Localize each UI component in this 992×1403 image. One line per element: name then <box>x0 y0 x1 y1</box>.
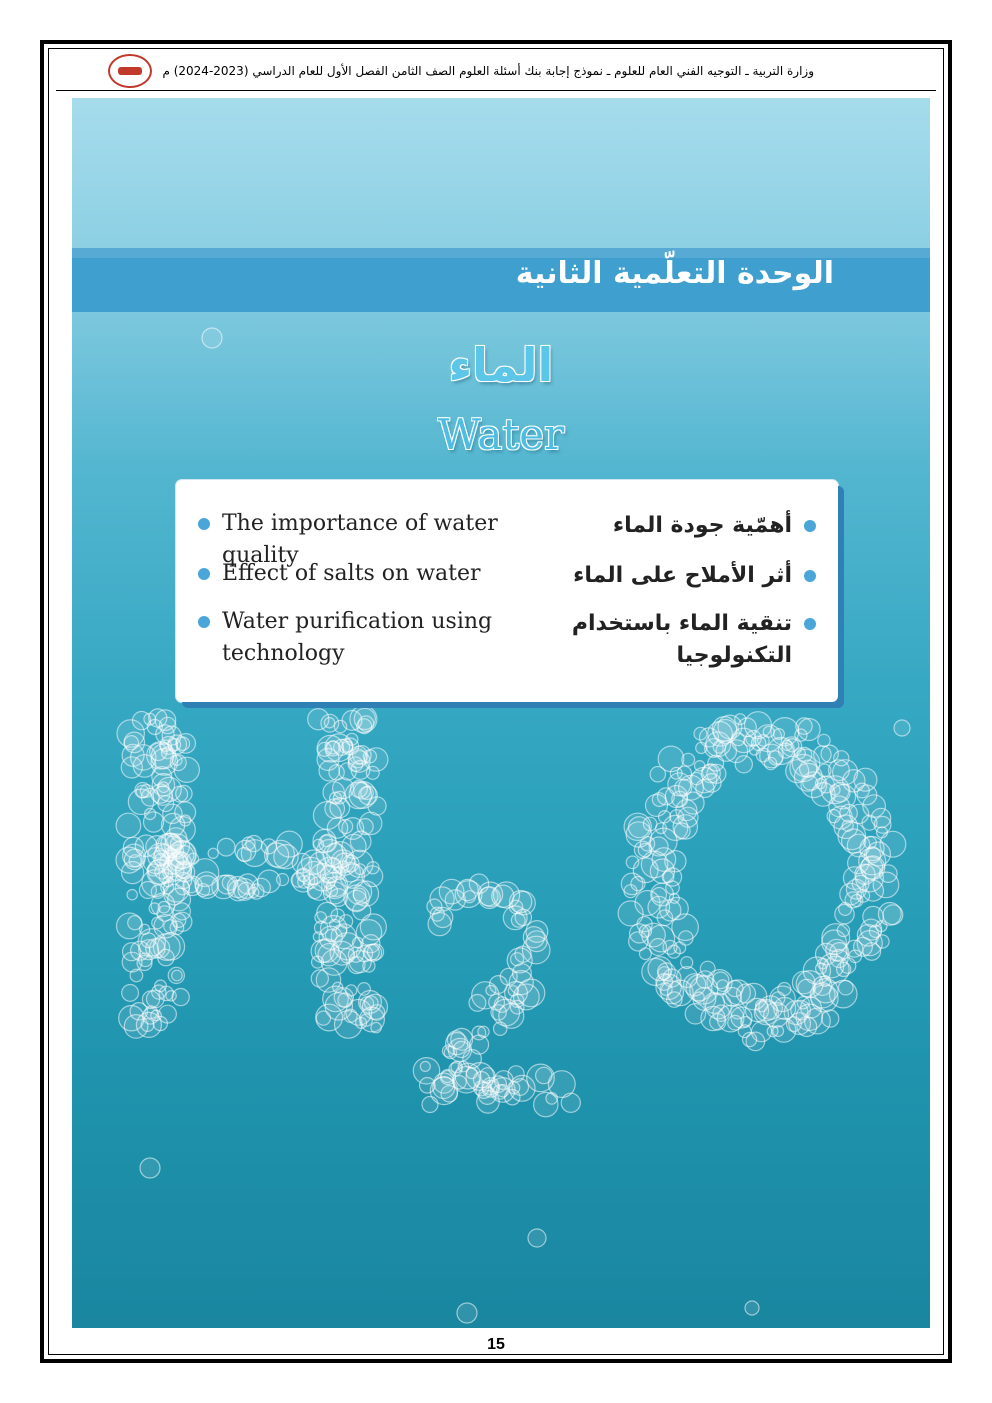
bubble <box>363 960 375 972</box>
page-number: 15 <box>487 1336 505 1353</box>
bubble <box>883 905 903 925</box>
bubble <box>129 855 141 867</box>
topic-ar-1: أهمّية جودة الماء <box>554 510 814 542</box>
page-header <box>56 54 936 90</box>
bubble <box>499 1003 524 1028</box>
bubble <box>258 870 281 893</box>
bubble <box>527 1064 555 1092</box>
bubble <box>123 943 141 961</box>
bubble <box>145 808 156 819</box>
bubble <box>141 788 159 806</box>
bubble <box>183 876 202 895</box>
bubble <box>494 1071 513 1090</box>
bubble <box>307 884 321 898</box>
bubble <box>127 890 137 900</box>
bubble <box>745 1301 759 1315</box>
bubble <box>851 895 863 907</box>
bubble <box>121 757 142 778</box>
bubble <box>335 1011 363 1039</box>
bubble <box>303 861 326 884</box>
cover-title-english: Water <box>437 410 565 459</box>
bubble <box>172 786 188 802</box>
bubble <box>241 840 268 867</box>
bubble <box>359 786 378 805</box>
bubble <box>478 1026 489 1037</box>
bubble <box>469 995 486 1012</box>
cover-title-arabic: الماء <box>448 338 554 392</box>
bubble <box>735 756 752 773</box>
bubble <box>355 864 366 875</box>
bubble <box>363 945 379 961</box>
bubble <box>835 905 854 924</box>
bubble <box>652 888 667 903</box>
bubble <box>855 864 875 884</box>
bubble <box>894 720 910 736</box>
bubble <box>561 1093 580 1112</box>
bubble <box>140 924 150 934</box>
ministry-seal-icon <box>108 54 152 88</box>
topic-ar-2: أثر الأملاح على الماء <box>554 560 814 592</box>
header-text: وزارة التربية ـ التوجيه الفني العام للعلوم ـ نموذج إجابة بنك أسئلة العلوم الصف الثامن الفصل الأول للعام الدراسي (2023-2024) م <box>162 64 814 78</box>
bubble <box>455 1063 481 1089</box>
bullet-icon <box>198 518 210 530</box>
topics-box <box>176 480 838 702</box>
bubble <box>161 747 173 759</box>
bubble <box>116 813 141 838</box>
bubble <box>346 733 358 745</box>
topic-en-2: Effect of salts on water <box>200 558 540 590</box>
bubble <box>798 719 820 741</box>
bubble <box>880 865 898 883</box>
bubble <box>792 971 815 994</box>
bubble <box>359 991 382 1014</box>
bubble <box>339 820 353 834</box>
bubble <box>318 742 332 756</box>
bubble <box>316 968 340 992</box>
unit-title: الوحدة التعلّمية الثانية <box>515 256 834 291</box>
bubble <box>700 961 715 976</box>
bubble <box>470 1035 489 1054</box>
bubble <box>124 1015 148 1039</box>
bubble <box>154 915 177 938</box>
bubble <box>159 986 173 1000</box>
bubble <box>158 782 169 793</box>
topic-en-3: Water purification using technology <box>200 606 540 670</box>
bubble <box>324 718 334 728</box>
header-divider <box>56 90 936 91</box>
bubble <box>238 882 254 898</box>
bubble <box>139 953 153 967</box>
bullet-icon <box>804 618 816 630</box>
bubble <box>453 1041 469 1057</box>
bubble <box>267 840 295 868</box>
unit-cover-image <box>72 98 930 1328</box>
bubble <box>117 913 143 939</box>
bubble <box>334 933 361 960</box>
bullet-icon <box>804 520 816 532</box>
bubble <box>140 1158 160 1178</box>
bubble <box>528 1229 546 1247</box>
bubble <box>486 985 496 995</box>
bubble <box>217 838 235 856</box>
bubble <box>420 1061 430 1071</box>
bullet-icon <box>198 568 210 580</box>
bubble <box>168 967 184 983</box>
bubble <box>509 971 533 995</box>
bubble <box>339 915 352 928</box>
bubble <box>122 985 139 1002</box>
bubble <box>172 989 189 1006</box>
bubble <box>317 902 338 923</box>
bubble <box>430 1077 457 1104</box>
bubble <box>145 1006 158 1019</box>
bubble <box>681 957 693 969</box>
bubble <box>338 861 348 871</box>
bubble <box>330 792 342 804</box>
bubble <box>682 753 695 766</box>
bubble <box>457 1303 477 1323</box>
bubble <box>217 875 236 894</box>
bullet-icon <box>198 616 210 628</box>
bubble <box>334 720 346 732</box>
bubble <box>188 853 199 864</box>
bubble <box>863 943 881 961</box>
bubble <box>346 985 357 996</box>
bubble <box>339 763 356 780</box>
bubble <box>663 969 681 987</box>
bubble <box>154 854 167 867</box>
bubble <box>163 804 182 823</box>
bubble <box>360 914 386 940</box>
bubble <box>677 766 691 780</box>
bubble <box>685 1004 705 1024</box>
bubble <box>357 819 373 835</box>
bubble <box>643 817 657 831</box>
bubble <box>144 713 156 725</box>
bubble <box>171 845 183 857</box>
bubble <box>208 848 218 858</box>
topic-ar-3: تنقية الماء باستخدام التكنولوجيا <box>554 608 814 672</box>
bubble <box>534 1092 558 1116</box>
bubble <box>170 755 186 771</box>
topic-en-1: The importance of water quality <box>200 508 540 572</box>
bubble <box>626 856 639 869</box>
bullet-icon <box>804 570 816 582</box>
